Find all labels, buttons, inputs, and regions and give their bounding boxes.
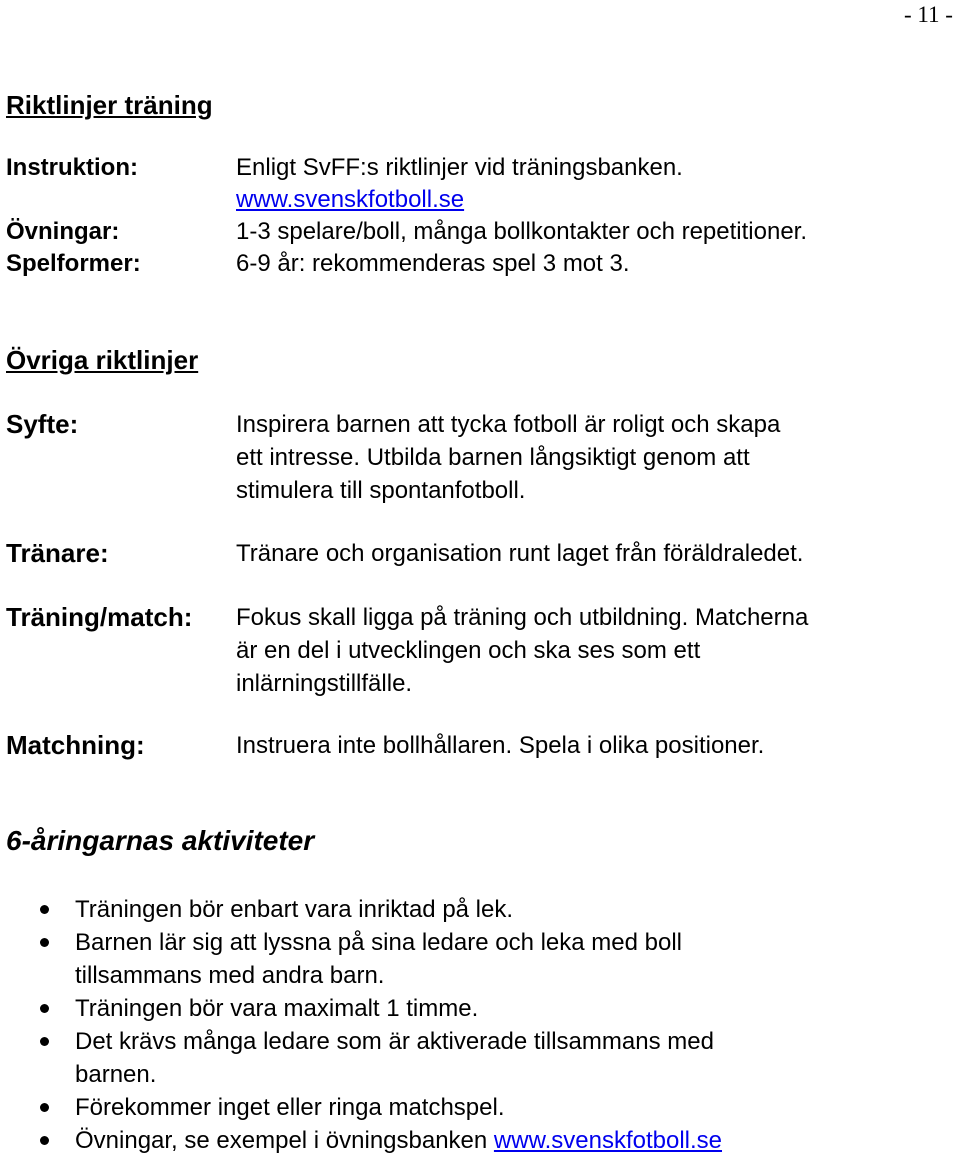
label-syfte: Syfte: xyxy=(6,409,79,439)
section-heading-aktiviteter: 6-åringarnas aktiviteter xyxy=(6,825,315,856)
activity-list xyxy=(0,893,900,1157)
link-svenskfotboll[interactable]: www.svenskfotboll.se xyxy=(236,186,465,213)
list-item-text: Träningen bör vara maximalt 1 timme. xyxy=(75,995,479,1022)
list-item xyxy=(0,992,900,1025)
label-matchning: Matchning: xyxy=(6,730,145,760)
value-tranare: Tränare och organisation runt laget från föräldraledet. xyxy=(236,540,804,567)
value-syfte-line3: stimulera till spontanfotboll. xyxy=(236,477,526,504)
value-ovningar: 1-3 spelare/boll, många bollkontakter och repetitioner. xyxy=(236,218,808,245)
list-item-text: Träningen bör enbart vara inriktad på lek. xyxy=(75,896,514,923)
list-item xyxy=(0,926,900,992)
value-spelformer: 6-9 år: rekommenderas spel 3 mot 3. xyxy=(236,250,630,277)
list-item-text: barnen. xyxy=(75,1061,157,1088)
label-instruktion: Instruktion: xyxy=(6,154,138,181)
list-item xyxy=(0,1124,900,1157)
value-syfte-line1: Inspirera barnen att tycka fotboll är roligt och skapa xyxy=(236,411,781,438)
list-item xyxy=(0,893,900,926)
list-item-text: Det krävs många ledare som är aktiverade tillsammans med xyxy=(75,1028,714,1055)
list-item-text: Barnen lär sig att lyssna på sina ledare och leka med boll xyxy=(75,929,683,956)
value-syfte-line2: ett intresse. Utbilda barnen långsiktigt genom att xyxy=(236,444,750,471)
value-instruktion: Enligt SvFF:s riktlinjer vid träningsbanken. xyxy=(236,154,683,181)
label-spelformer: Spelformer: xyxy=(6,250,141,277)
value-traning-match-line2: är en del i utvecklingen och ska ses som ett xyxy=(236,637,701,664)
section-heading-ovriga: Övriga riktlinjer xyxy=(6,345,199,375)
list-item-text: Förekommer inget eller ringa matchspel. xyxy=(75,1094,505,1121)
label-traning-match: Träning/match: xyxy=(6,602,193,632)
section-heading-riktlinjer: Riktlinjer träning xyxy=(6,90,213,120)
page-number: - 11 - xyxy=(904,2,953,27)
value-matchning: Instruera inte bollhållaren. Spela i olika positioner. xyxy=(236,732,765,759)
list-item xyxy=(0,1025,900,1091)
label-ovningar: Övningar: xyxy=(6,218,120,245)
value-traning-match-line1: Fokus skall ligga på träning och utbildning. Matcherna xyxy=(236,604,809,631)
list-item-text: Övningar, se exempel i övningsbanken xyxy=(75,1127,494,1154)
value-traning-match-line3: inlärningstillfälle. xyxy=(236,670,413,697)
link-svenskfotboll-bullet[interactable]: www.svenskfotboll.se xyxy=(493,1127,723,1154)
list-item-text: tillsammans med andra barn. xyxy=(75,962,385,989)
label-tranare: Tränare: xyxy=(6,538,109,568)
list-item xyxy=(0,1091,900,1124)
